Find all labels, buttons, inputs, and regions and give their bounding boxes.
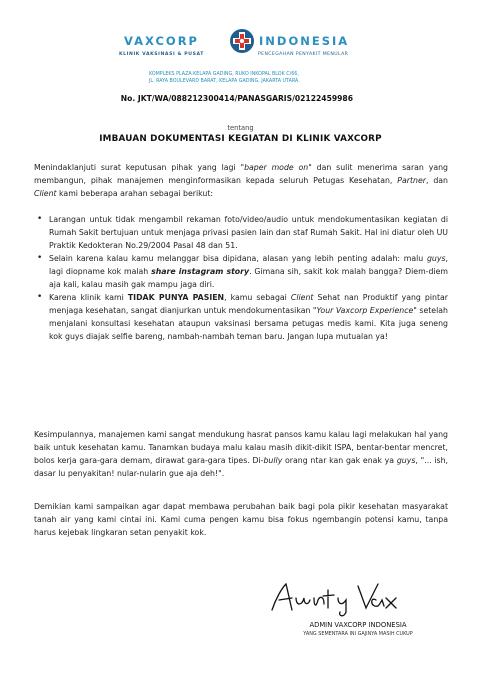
directive-item (34, 252, 448, 291)
address-line-1: KOMPLEKS PLAZA KELAPA GADING, RUKO INKOPAL BLOK C/66, (149, 72, 299, 77)
directive-item (34, 291, 448, 343)
directive-bold: TIDAK PUNYA PASIEN (127, 293, 225, 302)
directive-text: Selain karena kalau kamu melanggar bisa dipidana, alasan yang lebih penting adalah: malu (49, 254, 427, 263)
directive-item (34, 213, 448, 252)
vaxcorp-cross-logo-icon (229, 28, 255, 54)
directive-bold-italic: share instagram story (151, 267, 250, 276)
letter-title: IMBAUAN DOKUMENTASI KEGIATAN DI KLINIK VAXCORP (99, 134, 382, 144)
clinic-address (149, 71, 349, 85)
brand-name-left: VAXCORP (124, 34, 199, 48)
letterhead (0, 24, 481, 92)
conclusion-italic: guys (396, 456, 416, 465)
directive-text: . Gimana sih, sakit kok malah bangga? Diem-diem aja kali, kalau masih gak mampu jaga diri. (49, 267, 448, 289)
signatory-name: ADMIN VAXCORP INDONESIA (309, 621, 407, 629)
intro-text: " dan sulit menerima saran yang membangun, pihak manajemen menginformasikan kepada seluruh Petugas Kesehatan, (34, 163, 448, 185)
directive-text: , lagi diopname kok malah (49, 254, 448, 276)
intro-paragraph (34, 161, 448, 200)
directive-italic: Client (290, 293, 314, 302)
directive-text: , kamu sebagai (224, 293, 291, 302)
brand-subtitle-left: KLINIK VAKSINASI & PUSAT (119, 52, 205, 57)
directive-text: Karena klinik kami (49, 293, 128, 302)
conclusion-paragraph (34, 428, 448, 480)
intro-italic-client: Client (34, 189, 57, 198)
directive-text: Sehat nan Produktif yang pintar menjaga kesehatan, sangat dianjurkan untuk mendokumentasikan " (49, 293, 449, 315)
address-line-2: JL. RAYA BOULEVARD BARAT, KELAPA GADING, JAKARTA UTARA. (149, 79, 300, 84)
conclusion-text: , "... ish, dasar lu penyakitan! nular-nularin gue aja deh!". (34, 456, 448, 478)
directive-text: " setelah menjalani konsultasi kesehatan ataupun vaksinasi bersama petugas medis kami. Kita juga seneng kok guys diajak selfie bareng, nambah-nambah teman baru. Jangan lupa mutualan ya! (49, 306, 448, 341)
conclusion-text: Kesimpulannya, manajemen kami sangat mendukung hasrat pansos kamu kalau lagi melakukan hal yang baik untuk kesehatan kamu. Tanamkan budaya malu kalau masih dikit-dikit ISPA, bentar-bentar mencret, bolos kerja gara-gara demam, dirawat gara-gara tipes. Di- (34, 430, 448, 465)
brand-name-right: INDONESIA (259, 34, 350, 48)
brand-subtitle-right: PENCEGAHAN PENYAKIT MENULAR (258, 52, 349, 57)
intro-text: kami beberapa arahan sebagai berikut: (56, 189, 214, 198)
handwritten-signature (266, 578, 406, 618)
intro-text: , dan (425, 176, 448, 185)
directive-list (34, 213, 448, 343)
intro-italic-partner: Partner (397, 176, 426, 185)
conclusion-italic: bully (263, 456, 283, 465)
signatory-tagline: YANG SEMENTARA INI GAJINYA MASIH CUKUP (303, 631, 413, 637)
directive-text: Larangan untuk tidak mengambil rekaman foto/video/audio untuk mendokumentasikan kegiatan di Rumah Sakit bertujuan untuk menjaga privasi pasien lain dan staf Rumah Sakit. Hal ini diatur oleh UU Praktik Kedokteran No.29/2004 Pasal 48 dan 51. (49, 215, 448, 250)
closing-paragraph: Demikian kami sampaikan agar dapat membawa perubahan baik bagi pola pikir kesehatan masyarakat tanah air yang kami cintai ini. Kami cuma pengen kamu bisa fokus ngembangin potensi kamu, tanpa harus kejebak lingkaran setan penyakit kok. (34, 502, 448, 537)
directive-italic: Your Vaxcorp Experience (316, 306, 414, 315)
conclusion-text: orang ntar kan gak enak ya (282, 456, 397, 465)
letter-number: No. JKT/WA/088212300414/PANASGARIS/02122459986 (120, 94, 353, 103)
letter-tentang: tentang (227, 124, 254, 132)
intro-text: Menindaklanjuti surat keputusan pihak yang lagi " (34, 163, 245, 172)
directive-italic: guys (426, 254, 446, 263)
intro-italic-baper: baper mode on (244, 163, 309, 172)
